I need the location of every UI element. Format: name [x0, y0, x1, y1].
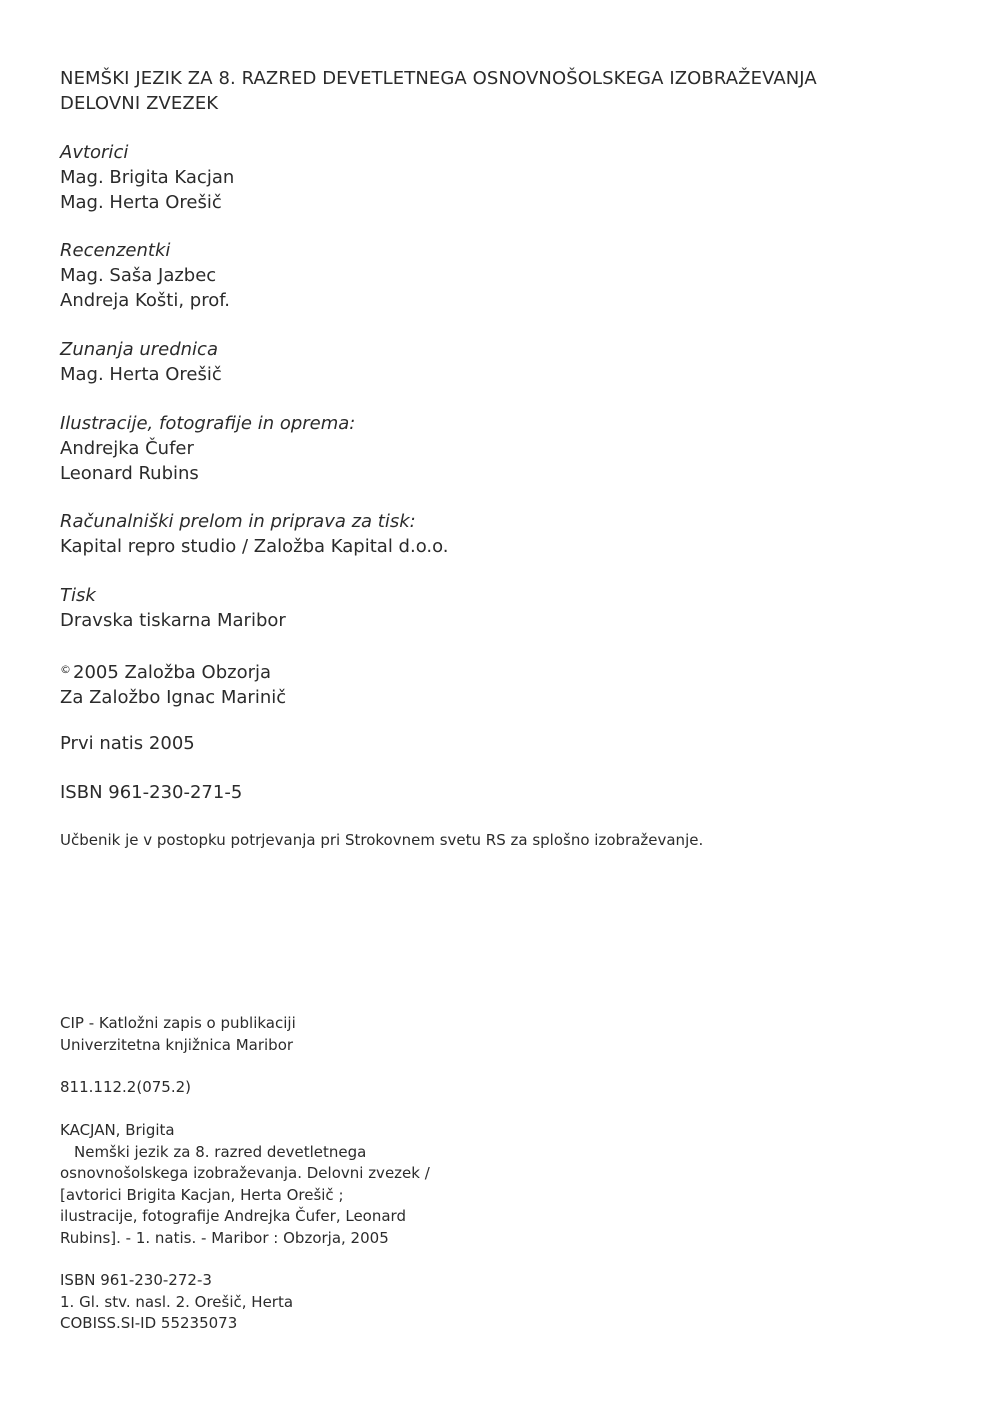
layout-heading: Računalniški prelom in priprava za tisk:: [60, 511, 416, 532]
layout-studio: Kapital repro studio / Založba Kapital d.o.o.: [60, 536, 449, 557]
print-section: [60, 583, 286, 633]
reviewers-section: [60, 238, 230, 313]
cip-entry-line: ilustracije, fotografije Andrejka Čufer, Leonard: [60, 1207, 406, 1225]
author-name: Mag. Brigita Kacjan: [60, 167, 235, 188]
copyright-section: [60, 657, 286, 710]
publisher-representative: Za Založbo Ignac Marinič: [60, 687, 287, 708]
cip-entry-line: KACJAN, Brigita: [60, 1121, 175, 1139]
cip-entry-line: [avtorici Brigita Kacjan, Herta Orešič ;: [60, 1185, 344, 1204]
cip-cobiss: COBISS.SI-ID 55235073: [60, 1314, 238, 1332]
copyright-text: 2005 Založba Obzorja: [73, 662, 272, 683]
printer-name: Dravska tiskarna Maribor: [60, 610, 286, 631]
copyright-line: [60, 657, 286, 685]
print-heading: Tisk: [60, 585, 96, 606]
illustrations-section: [60, 411, 355, 486]
isbn-section: [60, 780, 242, 805]
approval-note: Učbenik je v postopku potrjevanja pri Strokovnem svetu RS za splošno izobraževanje.: [60, 831, 704, 849]
reviewers-heading: Recenzentki: [60, 240, 171, 261]
illustrations-heading: Ilustracije, fotografije in oprema:: [60, 413, 356, 434]
cip-entry-line: Nemški jezik za 8. razred devetletnega: [74, 1142, 367, 1161]
isbn-text: ISBN 961-230-271-5: [60, 782, 243, 803]
cip-library: Univerzitetna knjižnica Maribor: [60, 1035, 294, 1054]
cip-isbn: ISBN 961-230-272-3: [60, 1271, 212, 1289]
edition-text: Prvi natis 2005: [60, 733, 195, 754]
copyright-symbol: ©: [60, 663, 71, 676]
cip-footer: [60, 1270, 293, 1335]
illustrator-name: Andrejka Čufer: [60, 438, 194, 459]
reviewer-name: Mag. Saša Jazbec: [60, 265, 217, 286]
udc-code: 811.112.2(075.2): [60, 1078, 191, 1096]
editor-name: Mag. Herta Orešič: [60, 364, 222, 385]
cip-header: [60, 1013, 296, 1056]
colophon-page: [60, 0, 960, 1415]
cip-entry-line: osnovnošolskega izobraževanja. Delovni zvezek /: [60, 1164, 430, 1182]
title-line-1: NEMŠKI JEZIK ZA 8. RAZRED DEVETLETNEGA OSNOVNOŠOLSKEGA IZOBRAŽEVANJA: [60, 68, 817, 89]
layout-section: [60, 509, 449, 559]
illustrator-name: Leonard Rubins: [60, 463, 199, 484]
cip-title: CIP - Katložni zapis o publikaciji: [60, 1014, 296, 1032]
cip-entry-line: Rubins]. - 1. natis. - Maribor : Obzorja, 2005: [60, 1228, 389, 1247]
cip-udc: [60, 1077, 191, 1099]
book-title: [60, 66, 817, 116]
editor-section: [60, 337, 222, 387]
edition-section: [60, 731, 195, 756]
authors-section: [60, 140, 234, 215]
editor-heading: Zunanja urednica: [60, 339, 218, 360]
title-line-2: DELOVNI ZVEZEK: [60, 93, 219, 114]
authors-heading: Avtorici: [60, 142, 129, 163]
cip-entry: [60, 1120, 430, 1249]
author-name: Mag. Herta Orešič: [60, 192, 222, 213]
reviewer-name: Andreja Košti, prof.: [60, 290, 230, 311]
cip-subjects: 1. Gl. stv. nasl. 2. Orešič, Herta: [60, 1292, 294, 1311]
